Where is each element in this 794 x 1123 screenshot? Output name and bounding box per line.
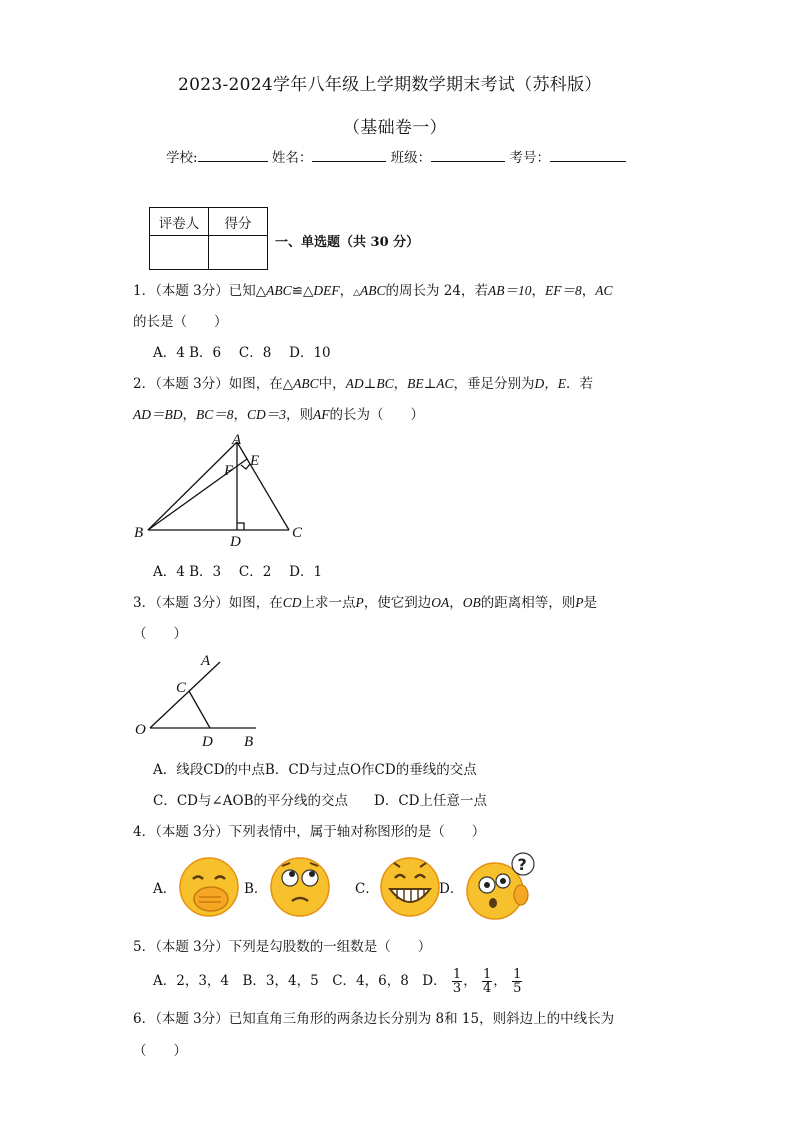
- q3-angle-figure: [128, 648, 268, 752]
- grinning-teeth-emoji-icon: [378, 855, 442, 919]
- q3-text4: 是: [583, 595, 597, 611]
- q2-text2: ，垂足分别为: [453, 376, 535, 392]
- q2-label-a: A: [232, 432, 242, 448]
- q1-line2: 的长是（ ）: [133, 314, 228, 330]
- q3-option-d: D．CD上任意一点: [374, 793, 488, 809]
- q1-ab-equation: AB＝10: [487, 283, 532, 298]
- q3-label-c: C: [176, 680, 187, 696]
- score-header: 得分: [209, 208, 268, 236]
- class-label: 班级：: [390, 150, 432, 166]
- q4-label-c: C．: [355, 881, 379, 897]
- q1-sep1: ，: [531, 283, 545, 299]
- q3-sep: ，: [449, 595, 463, 611]
- q3-segment-cd: [189, 691, 210, 728]
- thinking-eyes-up-emoji-icon: [268, 855, 332, 919]
- q2-ad-perp-bc: AD⊥BC: [345, 376, 394, 391]
- q3-text2: ，使它到边: [363, 595, 432, 611]
- q6-line2: （ ）: [133, 1043, 187, 1059]
- q2-be-perp-ac: BE⊥AC: [407, 376, 454, 391]
- q3-label-d: D: [202, 734, 213, 750]
- question-2: [133, 372, 593, 392]
- fraction-one-fourth: $\frac{1}{4}$: [483, 967, 492, 996]
- q2-text1: 中，: [318, 376, 346, 392]
- q2-label-d: D: [230, 534, 241, 550]
- score-cell[interactable]: [209, 236, 268, 270]
- section-title: 一、单选题（共 30 分）: [275, 235, 420, 250]
- fraction-one-fifth: $\frac{1}{5}$: [513, 967, 522, 996]
- question-mark-icon: ?: [517, 855, 527, 874]
- q3-text3: 的距离相等，则: [480, 595, 576, 611]
- class-field[interactable]: [431, 149, 505, 162]
- q4-label-a: A．: [153, 881, 177, 897]
- triangle-symbol: △: [353, 288, 360, 298]
- q3-line2: （ ）: [133, 626, 187, 642]
- q3-options-row2: [153, 789, 487, 809]
- exam-number-field[interactable]: [550, 149, 626, 162]
- q2-options: A．4 B．3 C．2 D．1: [153, 564, 323, 580]
- q5-sep2: ，: [493, 973, 507, 989]
- question-5: 5．（本题 3分）下列是勾股数的一组数是（ ）: [133, 939, 432, 955]
- exam-number-label: 考号：: [509, 150, 550, 166]
- name-field[interactable]: [312, 149, 386, 162]
- grader-cell[interactable]: [150, 236, 209, 270]
- q2-text4: ，则: [286, 407, 314, 423]
- q3-p: P: [355, 595, 364, 610]
- q2-triangle-figure: [128, 430, 318, 550]
- q2-side-ac: [237, 442, 289, 530]
- fraction-one-third: $\frac{1}{3}$: [452, 967, 462, 996]
- q3-prefix: 3．（本题 3分）如图，在: [133, 595, 283, 611]
- q2-cd-eq: CD＝3: [247, 407, 287, 422]
- q2-right-angle-d: [237, 523, 244, 530]
- q4-label-d: D．: [439, 881, 464, 897]
- q3-cd: CD: [282, 595, 302, 610]
- question-3: [133, 591, 597, 611]
- confused-question-emoji-icon: [463, 851, 539, 923]
- score-table: [149, 207, 268, 270]
- q2-label-c: C: [292, 525, 303, 541]
- q1-ef-equation: EF＝8: [544, 283, 582, 298]
- page-title: 2023-2024学年八年级上学期数学期末考试（苏科版）: [178, 75, 602, 95]
- q3-p2: P: [575, 595, 584, 610]
- page-subtitle: （基础卷一）: [343, 118, 447, 138]
- q2-prefix: 2．（本题 3分）如图，在: [133, 376, 283, 392]
- face-covering-mouth-emoji-icon: [177, 855, 241, 919]
- q5-options: [153, 968, 523, 995]
- grader-header: 评卷人: [150, 208, 209, 236]
- q2-ad-eq-bd: AD＝BD: [133, 407, 183, 422]
- question-1: [133, 279, 612, 299]
- q3-oa: OA: [431, 595, 450, 610]
- q2-af: AF: [313, 407, 330, 422]
- q3-label-b: B: [244, 734, 254, 750]
- q2-right-angle-e: [241, 464, 250, 469]
- q1-text: 的周长为 24，若: [385, 283, 488, 299]
- q2-label-e: E: [250, 453, 260, 469]
- name-label: 姓名：: [271, 150, 313, 166]
- question-2-line2: [133, 403, 424, 423]
- q2-sep1: ，: [393, 376, 408, 392]
- question-6: 6．（本题 3分）已知直角三角形的两条边长分别为 8和 15，则斜边上的中线长为: [133, 1011, 615, 1027]
- q5-sep1: ，: [463, 973, 477, 989]
- q3-option-c: C．CD与∠AOB的平分线的交点: [153, 793, 349, 809]
- q2-sep2: ，: [182, 407, 196, 423]
- school-field[interactable]: [198, 149, 268, 162]
- q2-text3: ．若: [566, 376, 594, 392]
- q3-label-a: A: [201, 653, 211, 669]
- q3-ob: OB: [462, 595, 481, 610]
- student-info-line: [166, 146, 626, 166]
- q1-triangle-def: △DEF: [302, 283, 340, 298]
- q3-option-a: A．线段CD的中点: [153, 762, 265, 778]
- q1-sep2: ，: [581, 283, 596, 299]
- q2-side-ab: [148, 442, 237, 530]
- q4-label-b: B．: [244, 881, 268, 897]
- q3-options-row1: [153, 758, 477, 778]
- q2-label-f: F: [224, 463, 234, 479]
- question-4: 4．（本题 3分）下列表情中，属于轴对称图形的是（ ）: [133, 824, 486, 840]
- q2-sep3: ，: [233, 407, 248, 423]
- q3-option-b: B．CD与过点O作CD的垂线的交点: [264, 762, 477, 778]
- q1-sep: ，: [339, 283, 354, 299]
- q1-ac: AC: [595, 283, 613, 298]
- q2-label-b: B: [134, 525, 144, 541]
- q3-text1: 上求一点: [301, 595, 356, 611]
- q2-points: D，E: [534, 376, 567, 391]
- q2-triangle: △ABC: [282, 376, 319, 391]
- q1-congruent-symbol: ≌: [291, 283, 303, 299]
- q1-triangle-abc: △ABC: [255, 283, 292, 298]
- q5-options-text: A．2，3，4 B．3，4，5 C．4，6，8 D．: [153, 973, 447, 989]
- school-label: 学校:: [166, 150, 198, 166]
- q1-triangle-abc-2: ABC: [359, 283, 386, 298]
- q3-label-o: O: [135, 722, 146, 738]
- q2-bc-eq: BC＝8: [196, 407, 234, 422]
- q1-options: A．4 B．6 C．8 D．10: [153, 345, 331, 361]
- q2-text5: 的长为（ ）: [329, 407, 425, 423]
- q1-prefix: 1．（本题 3分）已知: [133, 283, 256, 299]
